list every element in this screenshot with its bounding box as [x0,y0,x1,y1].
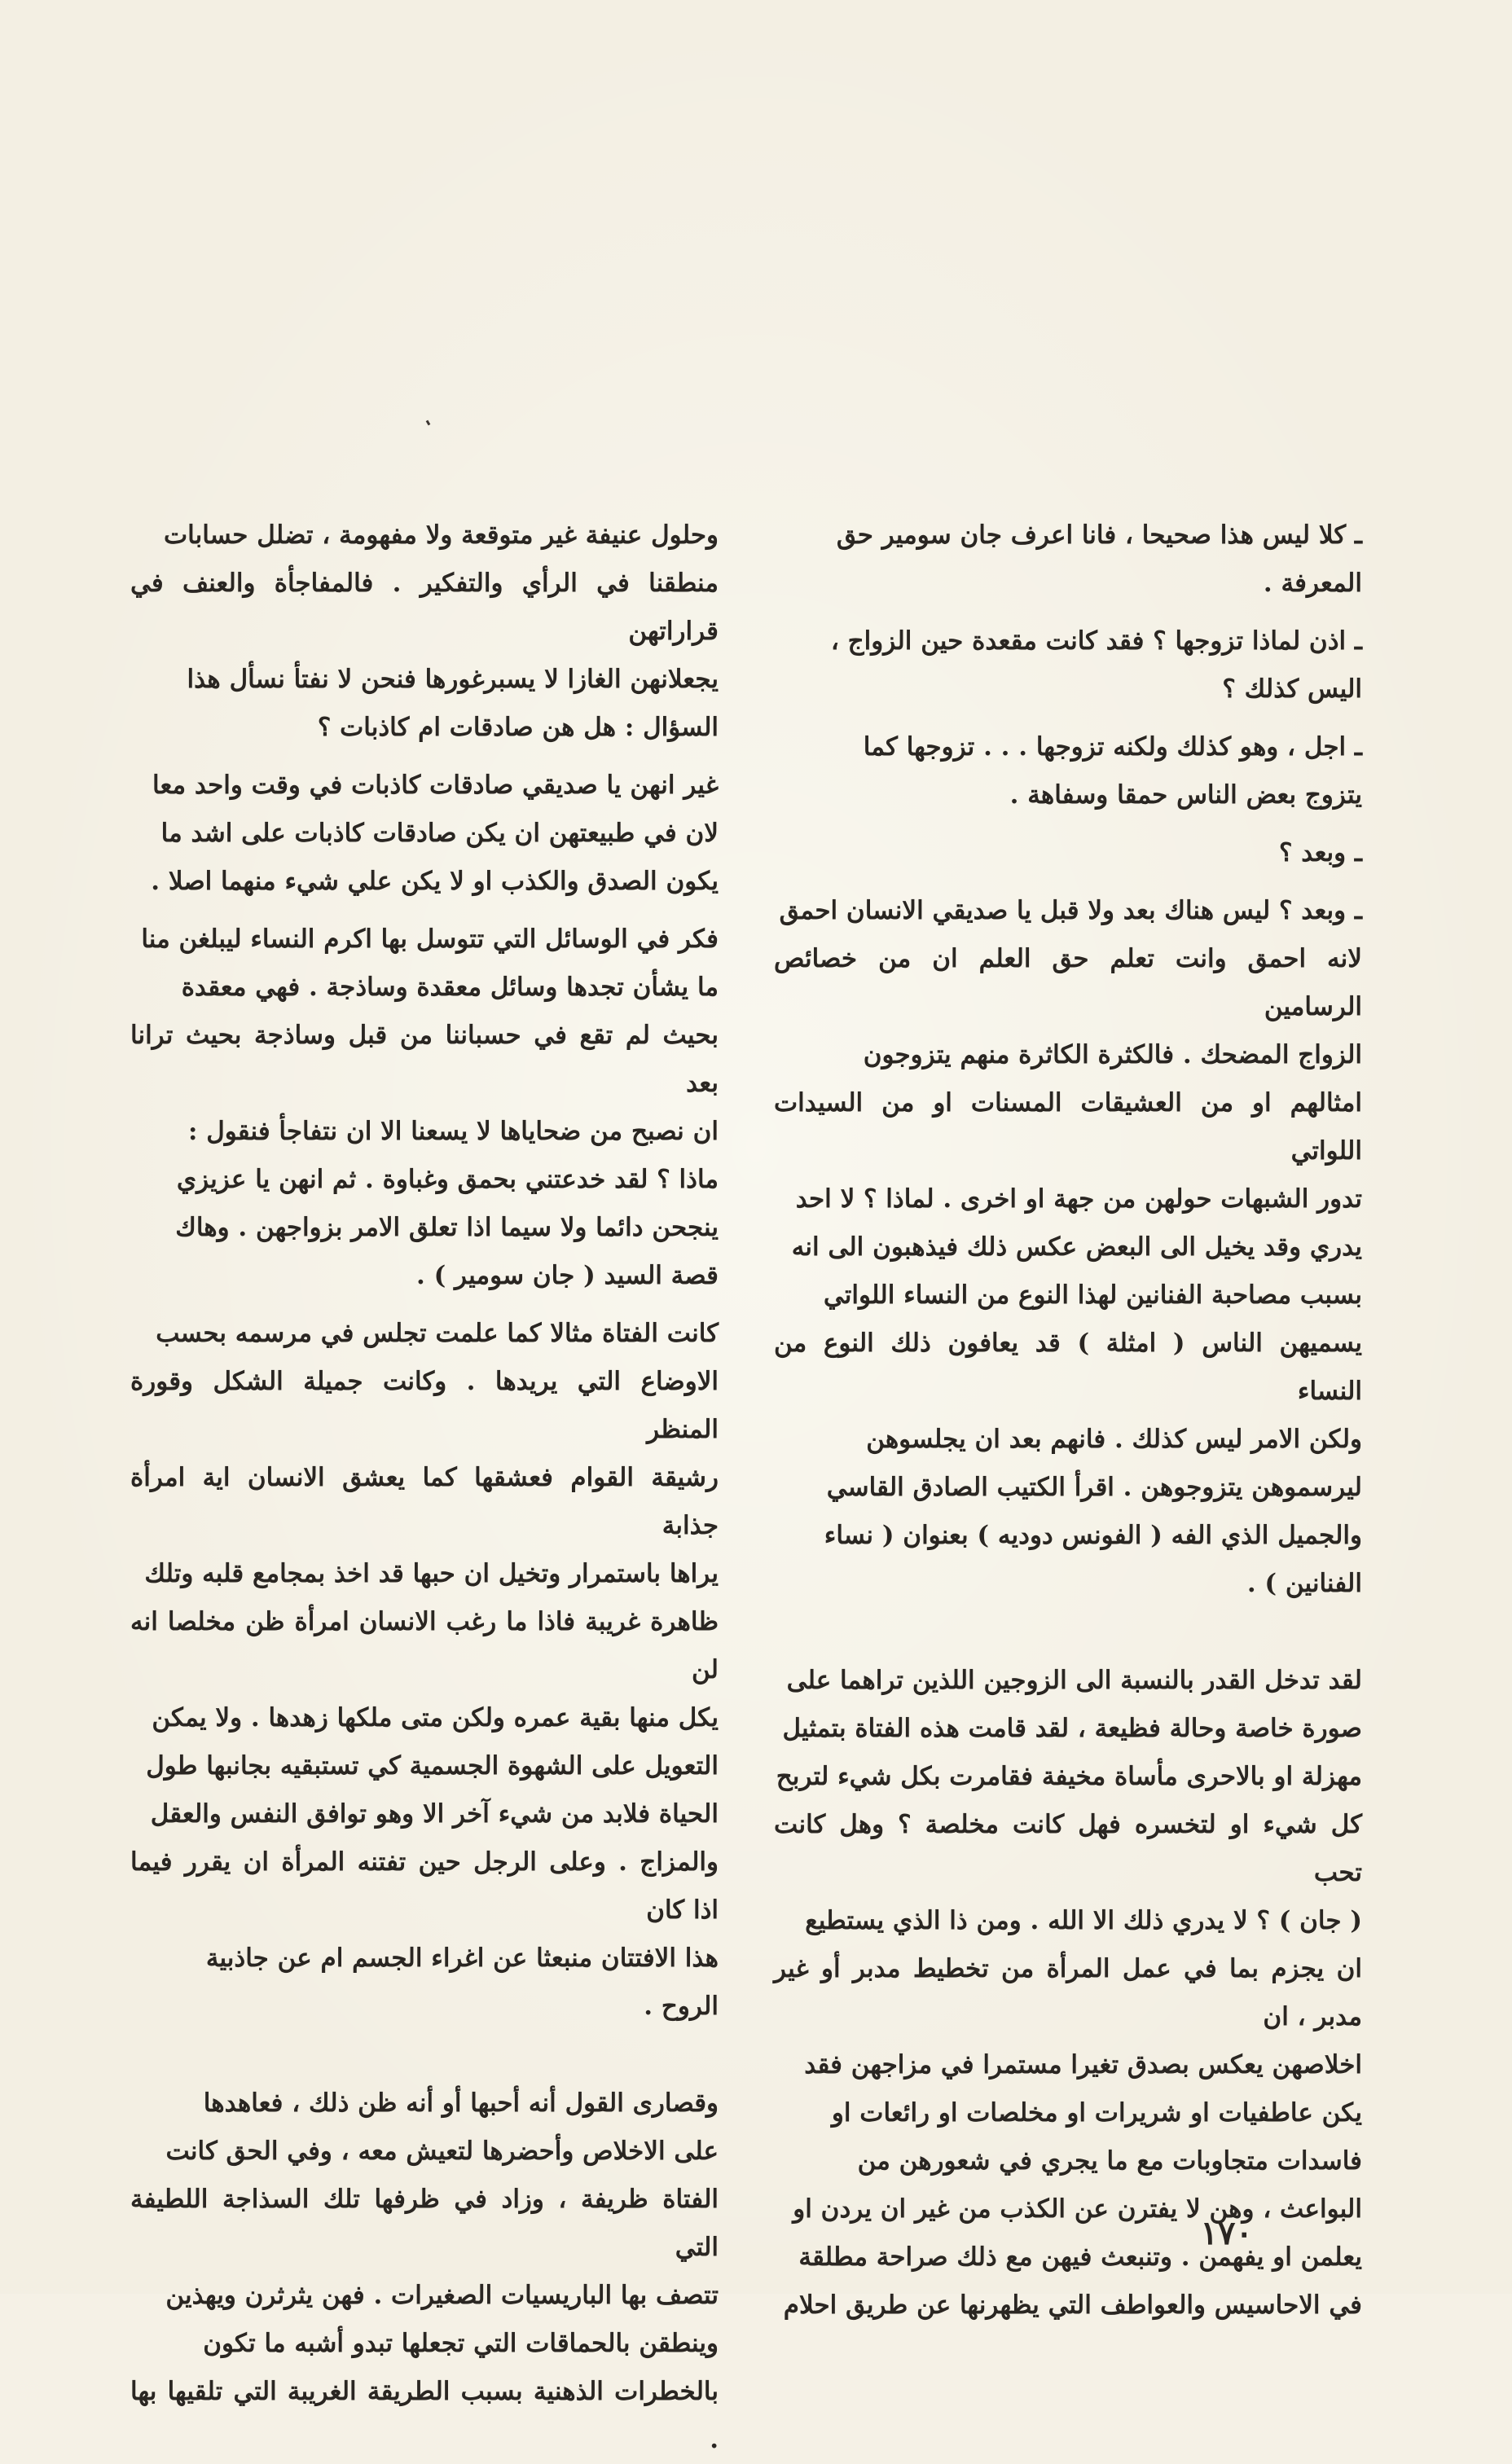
paragraph: ـ كلا ليس هذا صحيحا ، فانا اعرف جان سومير حق المعرفة . [836,520,1362,598]
ink-speck [426,420,431,426]
left-column [130,512,719,2464]
right-column [774,512,1362,2330]
paragraph: وقصارى القول أنه أحبها أو أنه ظن ذلك ، فعاهدها على الاخلاص وأحضرها لتعيش معه ، وفي الحق كانت الفتاة ظريفة ، وزاد في ظرفها تلك السذاجة اللطيفة التي تتصف بها الباريسيات الصغيرات . فهن يثرثرن ويهذين وينطقن بالحماقات التي تجعلها تبدو أشبه ما تكون بالخطرات الذهنية بسبب الطريقة الغريبة التي تلقيها بها . [130,2088,719,2454]
paragraph: لقد تدخل القدر بالنسبة الى الزوجين اللذين تراهما على صورة خاصة وحالة فظيعة ، لقد قامت هذه الفتاة بتمثيل مهزلة او بالاحرى مأساة مخيفة فقامرت بكل شيء لتربح كل شيء او لتخسره فهل كانت مخلصة ؟ وهل كانت تحب ( جان ) ؟ لا يدري ذلك الا الله . ومن ذا الذي يستطيع ان يجزم بما في عمل المرأة من تخطيط مدبر أو غير مدبر ، ان اخلاصهن يعكس بصدق تغيرا مستمرا في مزاجهن فقد يكن عاطفيات او شريرات او مخلصات او رائعات او فاسدات متجاوبات مع ما يجري في شعورهن من البواعث ، وهن لا يفترن عن الكذب من غير ان يردن او يعلمن او يفهمن . وتنبعث فيهن مع ذلك صراحة مطلقة في الاحاسيس والعواطف التي يظهرنها عن طريق احلام [774,1666,1362,2320]
paragraph: كانت الفتاة مثالا كما علمت تجلس في مرسمه بحسب الاوضاع التي يريدها . وكانت جميلة الشكل وقورة المنظر رشيقة القوام فعشقها كما يعشق الانسان اية امرأة جذابة يراها باستمرار وتخيل ان حبها قد اخذ بمجامع قلبه وتلك ظاهرة غريبة فاذا ما رغب الانسان امرأة ظن مخلصا انه لن يكل منها بقية عمره ولكن متى ملكها زهدها . ولا يمكن التعويل على الشهوة الجسمية كي تستبقيه بجانبها طول الحياة فلابد من شيء آخر الا وهو توافق النفس والعقل والمزاج . وعلى الرجل حين تفتنه المرأة ان يقرر فيما اذا كان هذا الافتتان منبعثا عن اغراء الجسم ام عن جاذبية الروح . [130,1319,719,2021]
paragraph: وحلول عنيفة غير متوقعة ولا مفهومة ، تضلل حسابات منطقنا في الرأي والتفكير . فالمفاجأة والعنف في قراراتهن يجعلانهن الغازا لا يسبرغورها فنحن لا نفتأ نسأل هذا السؤال : هل هن صادقات ام كاذبات ؟ [130,520,719,742]
paragraph: ـ اجل ، وهو كذلك ولكنه تزوجها . . . تزوجها كما يتزوج بعض الناس حمقا وسفاهة . [863,732,1362,810]
page-number: ١٧٠ [1200,2214,1253,2252]
paragraph: ـ اذن لماذا تزوجها ؟ فقد كانت مقعدة حين الزواج ، اليس كذلك ؟ [830,626,1362,704]
paragraph: ـ وبعد ؟ ليس هناك بعد ولا قبل يا صديقي الانسان احمق لانه احمق وانت تعلم حق العلم ان من خصائص الرسامين الزواج المضحك . فالكثرة الكاثرة منهم يتزوجون امثالهم او من العشيقات المسنات او من السيدات اللواتي تدور الشبهات حولهن من جهة او اخرى . لماذا ؟ لا احد يدري وقد يخيل الى البعض عكس ذلك فيذهبون الى انه بسبب مصاحبة الفنانين لهذا النوع من النساء اللواتي يسميهن الناس ( امثلة ) قد يعافون ذلك النوع من النساء ولكن الامر ليس كذلك . فانهم بعد ان يجلسوهن ليرسموهن يتزوجوهن . اقرأ الكتيب الصادق القاسي والجميل الذي الفه ( الفونس دوديه ) بعنوان ( نساء الفنانين ) . [774,896,1362,1598]
paragraph: ـ وبعد ؟ [1279,838,1362,867]
paragraph: فكر في الوسائل التي تتوسل بها اكرم النساء ليبلغن منا ما يشأن تجدها وسائل معقدة وساذجة . فهي معقدة بحيث لم تقع في حسباننا من قبل وساذجة بحيث ترانا بعد ان نصبح من ضحاياها لا يسعنا الا ان نتفاجأ فنقول : ماذا ؟ لقد خدعتني بحمق وغباوة . ثم انهن يا عزيزي ينجحن دائما ولا سيما اذا تعلق الامر بزواجهن . وهاك قصة السيد ( جان سومير ) . [130,925,719,1290]
paragraph: غير انهن يا صديقي صادقات كاذبات في وقت واحد معا لان في طبيعتهن ان يكن صادقات كاذبات على اشد ما يكون الصدق والكذب او لا يكن علي شيء منهما اصلا . [151,771,719,896]
